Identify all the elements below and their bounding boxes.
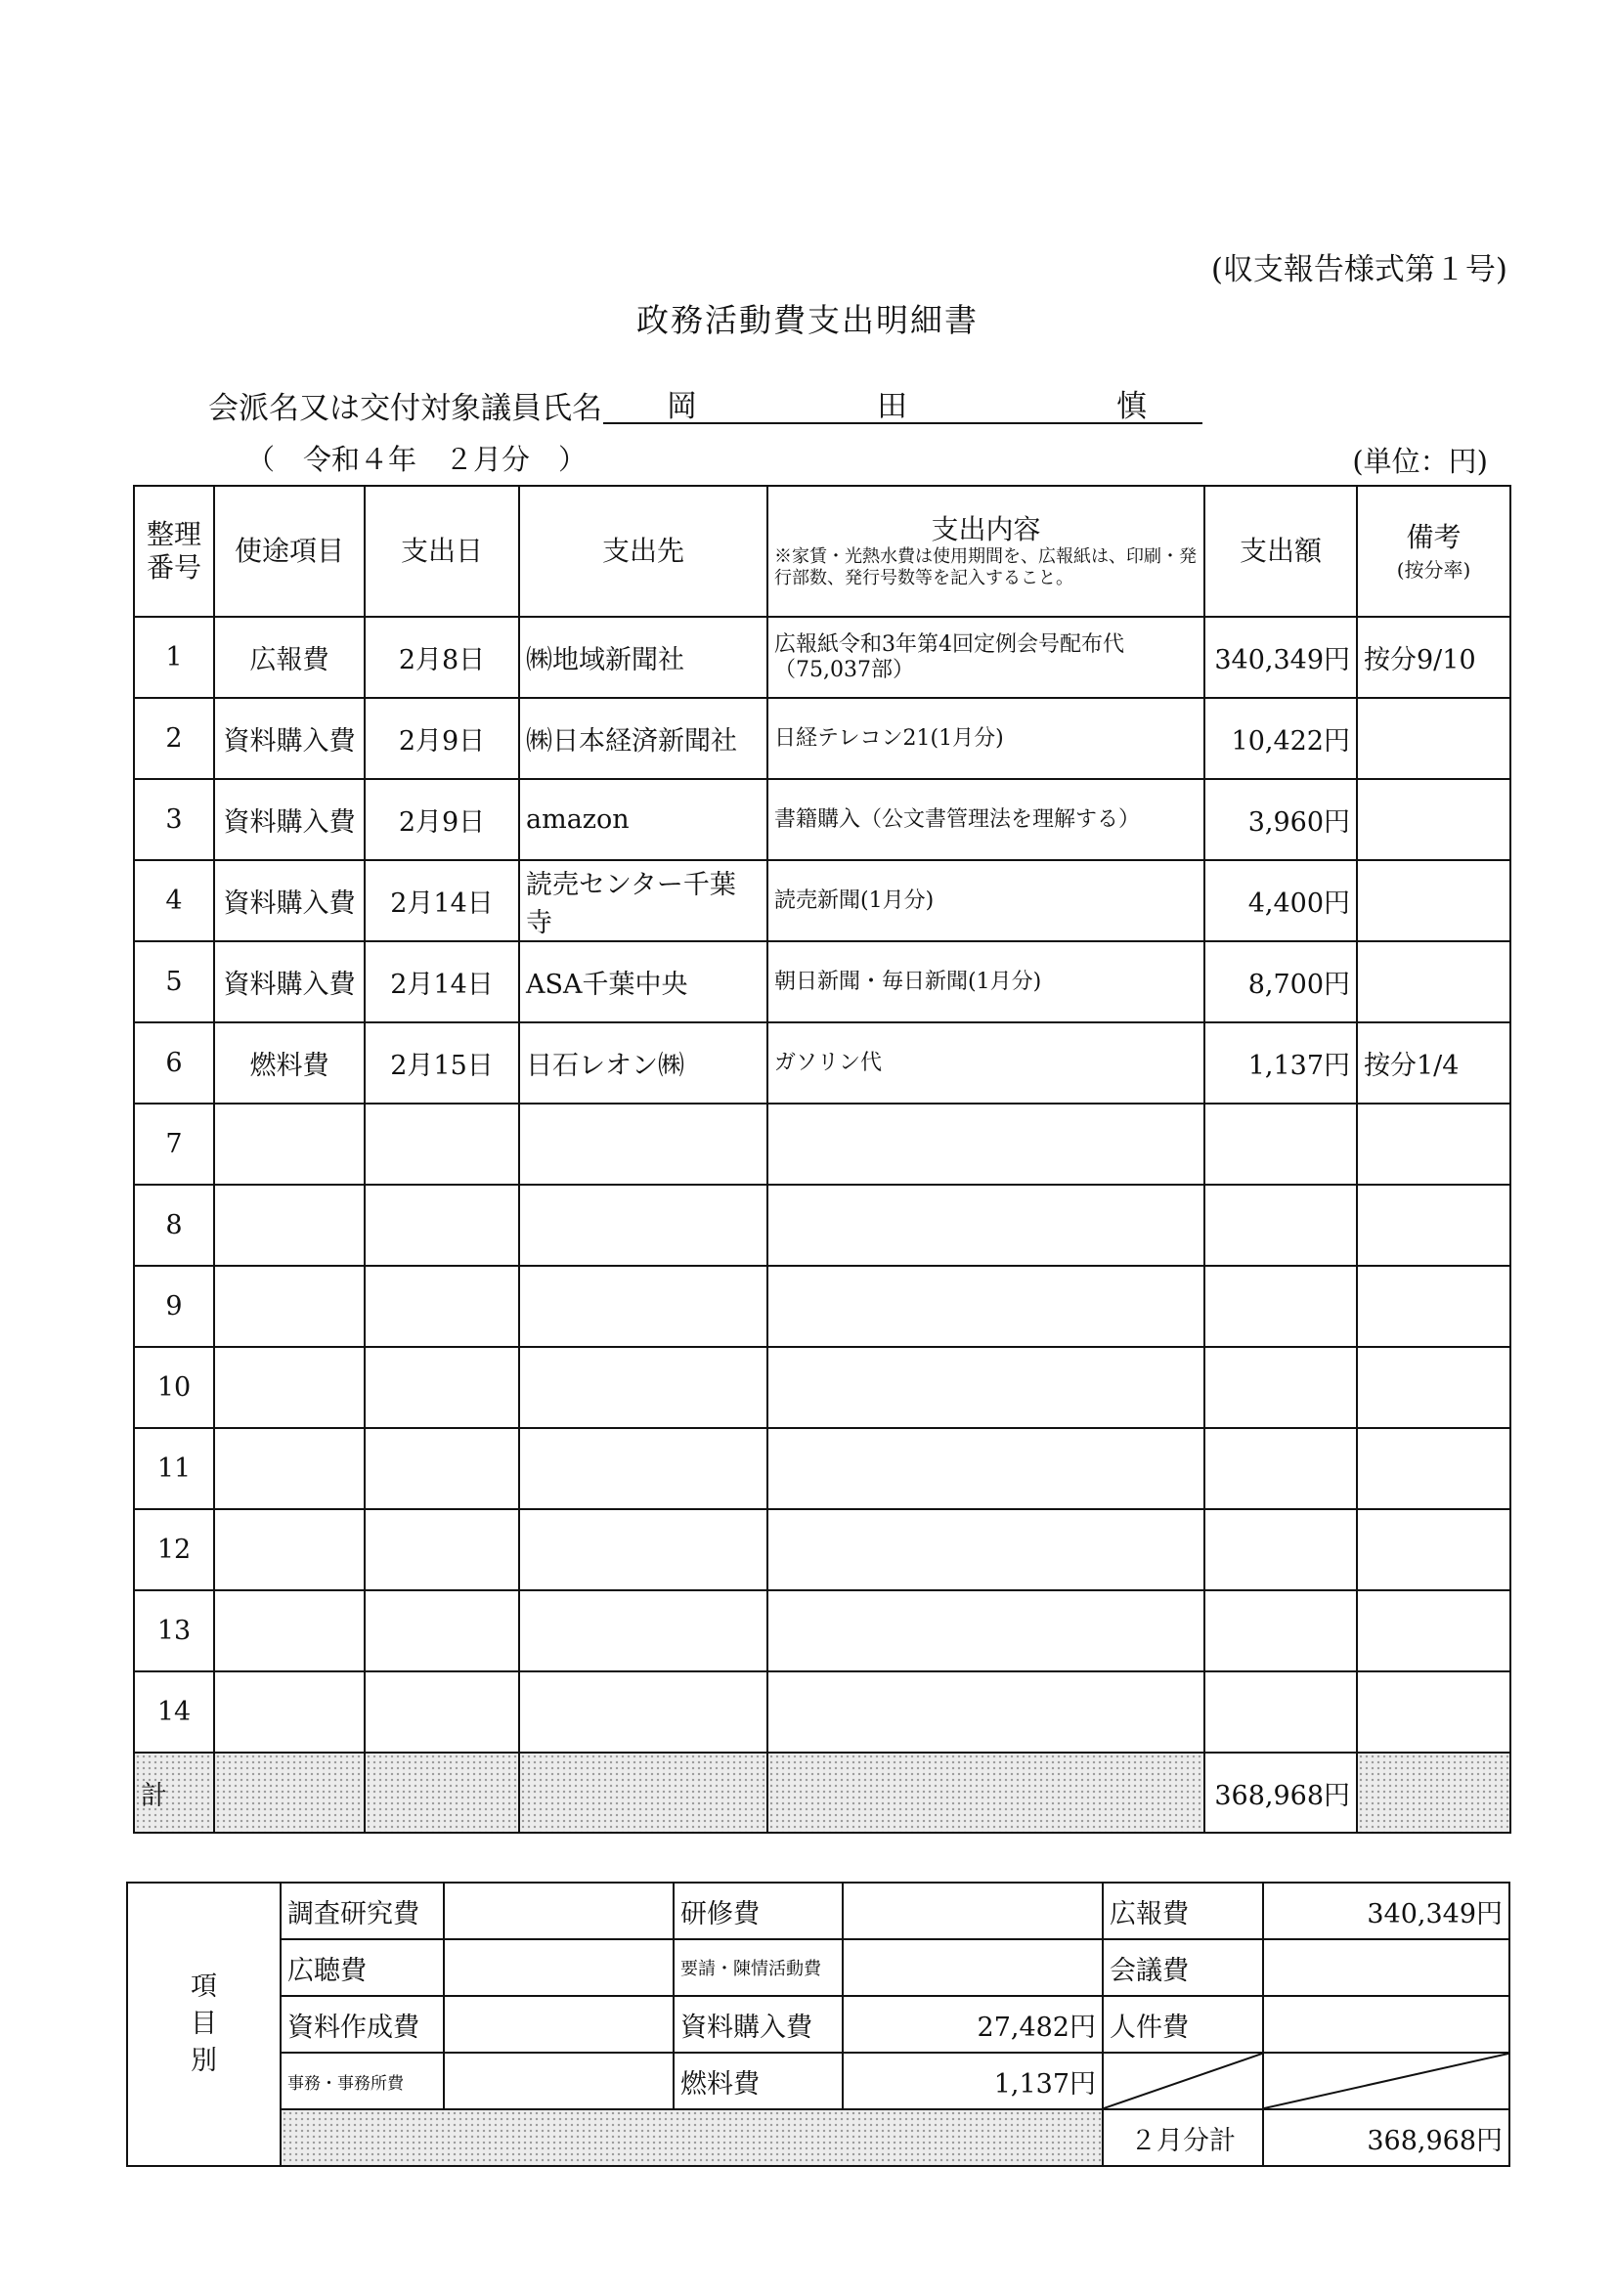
row-no: 5 xyxy=(134,941,214,1022)
row-content xyxy=(767,1266,1204,1347)
row-payee: 日石レオン㈱ xyxy=(519,1022,767,1104)
row-remarks xyxy=(1357,1347,1510,1428)
row-payee xyxy=(519,1509,767,1590)
summary-label-shiryo-sakusei: 資料作成費 xyxy=(281,1996,444,2053)
header-content-label: 支出内容 xyxy=(931,513,1041,545)
row-no: 4 xyxy=(134,860,214,941)
row-content xyxy=(767,1428,1204,1509)
summary-amount-jimu xyxy=(444,2053,674,2109)
row-remarks xyxy=(1357,1104,1510,1185)
summary-label-shiryo-konyu: 資料購入費 xyxy=(674,1996,843,2053)
summary-diagonal-cell xyxy=(1103,2053,1263,2109)
row-remarks xyxy=(1357,1428,1510,1509)
row-remarks xyxy=(1357,1671,1510,1753)
header-remarks-label: 備考 xyxy=(1406,520,1462,553)
table-row xyxy=(134,1266,1510,1347)
row-remarks xyxy=(1357,779,1510,860)
table-row xyxy=(134,698,1510,779)
summary-label-kocho: 広聴費 xyxy=(281,1939,444,1996)
row-amount: 3,960円 xyxy=(1204,779,1357,860)
row-content xyxy=(767,1590,1204,1671)
row-amount: 8,700円 xyxy=(1204,941,1357,1022)
unit-label: (単位：円) xyxy=(1352,445,1488,478)
category-summary-table xyxy=(126,1882,1510,2167)
row-amount: 10,422円 xyxy=(1204,698,1357,779)
row-payee xyxy=(519,1347,767,1428)
summary-amount-shiryo-konyu: 27,482円 xyxy=(843,1996,1103,2053)
row-no: 11 xyxy=(134,1428,214,1509)
expense-table xyxy=(133,485,1511,1834)
row-payee xyxy=(519,1185,767,1266)
row-payee: amazon xyxy=(519,779,767,860)
row-content xyxy=(767,1104,1204,1185)
header-no-label: 整理番号 xyxy=(146,518,201,584)
row-date: 2月9日 xyxy=(365,779,519,860)
summary-amount-nenryo: 1,137円 xyxy=(843,2053,1103,2109)
row-amount: 1,137円 xyxy=(1204,1022,1357,1104)
row-category xyxy=(214,1347,365,1428)
row-payee xyxy=(519,1266,767,1347)
table-row xyxy=(134,617,1510,698)
row-no: 1 xyxy=(134,617,214,698)
row-category xyxy=(214,1266,365,1347)
row-date xyxy=(365,1266,519,1347)
row-category: 資料購入費 xyxy=(214,698,365,779)
summary-label-nenryo: 燃料費 xyxy=(674,2053,843,2109)
summary-amount-yosei xyxy=(843,1939,1103,1996)
total-shaded-cell xyxy=(767,1753,1204,1833)
row-category xyxy=(214,1104,365,1185)
row-amount xyxy=(1204,1266,1357,1347)
summary-amount-chosa xyxy=(444,1883,674,1939)
row-date xyxy=(365,1104,519,1185)
row-amount xyxy=(1204,1185,1357,1266)
header-content-note: ※家賃・光熱水費は使用期間を、広報紙は、印刷・発行部数、発行号数等を記入すること。 xyxy=(774,546,1197,588)
row-date xyxy=(365,1509,519,1590)
summary-amount-shiryo-sakusei xyxy=(444,1996,674,2053)
row-no: 14 xyxy=(134,1671,214,1753)
row-category xyxy=(214,1428,365,1509)
summary-amount-kaigi xyxy=(1263,1939,1509,1996)
row-date: 2月8日 xyxy=(365,617,519,698)
row-remarks xyxy=(1357,1266,1510,1347)
row-no: 7 xyxy=(134,1104,214,1185)
row-remarks xyxy=(1357,1590,1510,1671)
row-amount xyxy=(1204,1428,1357,1509)
row-content: 書籍購入（公文書管理法を理解する） xyxy=(767,779,1204,860)
header-category: 使途項目 xyxy=(214,486,365,617)
table-row xyxy=(134,1185,1510,1266)
row-payee xyxy=(519,1671,767,1753)
row-payee xyxy=(519,1590,767,1671)
row-no: 3 xyxy=(134,779,214,860)
row-remarks: 按分1/4 xyxy=(1357,1022,1510,1104)
row-content xyxy=(767,1347,1204,1428)
table-row xyxy=(134,1671,1510,1753)
row-remarks: 按分9/10 xyxy=(1357,617,1510,698)
summary-amount-koho: 340,349円 xyxy=(1263,1883,1509,1939)
document-title: 政務活動費支出明細書 xyxy=(636,301,979,339)
header-no xyxy=(134,486,214,617)
row-remarks xyxy=(1357,698,1510,779)
table-row xyxy=(134,779,1510,860)
row-date: 2月14日 xyxy=(365,941,519,1022)
header-remarks xyxy=(1357,486,1510,617)
summary-month-total-label: ２月分計 xyxy=(1103,2109,1263,2166)
table-row xyxy=(134,1104,1510,1185)
member-label: 会派名又は交付対象議員氏名 xyxy=(208,391,602,426)
row-amount xyxy=(1204,1347,1357,1428)
summary-label-kenshu: 研修費 xyxy=(674,1883,843,1939)
total-shaded-cell xyxy=(365,1753,519,1833)
row-content: ガソリン代 xyxy=(767,1022,1204,1104)
row-no: 13 xyxy=(134,1590,214,1671)
row-payee xyxy=(519,1428,767,1509)
member-name-part: 慎 xyxy=(1116,389,1147,424)
row-remarks xyxy=(1357,1509,1510,1590)
row-content: 日経テレコン21(1月分) xyxy=(767,698,1204,779)
summary-label-koho: 広報費 xyxy=(1103,1883,1263,1939)
row-category: 資料購入費 xyxy=(214,941,365,1022)
row-date xyxy=(365,1428,519,1509)
row-category xyxy=(214,1671,365,1753)
table-row xyxy=(134,1590,1510,1671)
row-amount xyxy=(1204,1104,1357,1185)
summary-section-label xyxy=(127,1883,281,2166)
summary-amount-kenshu xyxy=(843,1883,1103,1939)
row-remarks xyxy=(1357,1185,1510,1266)
row-content xyxy=(767,1509,1204,1590)
row-no: 9 xyxy=(134,1266,214,1347)
row-remarks xyxy=(1357,860,1510,941)
row-amount: 4,400円 xyxy=(1204,860,1357,941)
row-amount xyxy=(1204,1509,1357,1590)
row-date: 2月14日 xyxy=(365,860,519,941)
header-payee: 支出先 xyxy=(519,486,767,617)
summary-section-text: 項目別 xyxy=(191,1971,217,2076)
total-shaded-cell xyxy=(519,1753,767,1833)
row-no: 12 xyxy=(134,1509,214,1590)
header-content xyxy=(767,486,1204,617)
total-label: 計 xyxy=(134,1753,214,1833)
summary-amount-jinken xyxy=(1263,1996,1509,2053)
summary-label-yosei: 要請・陳情活動費 xyxy=(674,1939,843,1996)
row-amount: 340,349円 xyxy=(1204,617,1357,698)
row-content: 朝日新聞・毎日新聞(1月分) xyxy=(767,941,1204,1022)
row-date xyxy=(365,1347,519,1428)
row-category xyxy=(214,1185,365,1266)
summary-amount-kocho xyxy=(444,1939,674,1996)
summary-month-total: 368,968円 xyxy=(1263,2109,1509,2166)
total-shaded-cell xyxy=(214,1753,365,1833)
row-content: 読売新聞(1月分) xyxy=(767,860,1204,941)
row-content: 広報紙令和3年第4回定例会号配布代（75,037部） xyxy=(767,617,1204,698)
row-date xyxy=(365,1185,519,1266)
member-name-part: 岡 xyxy=(667,389,697,424)
total-shaded-cell xyxy=(1357,1753,1510,1833)
summary-label-kaigi: 会議費 xyxy=(1103,1939,1263,1996)
row-remarks xyxy=(1357,941,1510,1022)
table-header-row xyxy=(134,486,1510,617)
summary-diagonal-cell xyxy=(1263,2053,1509,2109)
table-row xyxy=(134,1347,1510,1428)
header-amount: 支出額 xyxy=(1204,486,1357,617)
member-name xyxy=(603,381,1202,424)
row-amount xyxy=(1204,1671,1357,1753)
total-row xyxy=(134,1753,1510,1833)
row-payee: ASA千葉中央 xyxy=(519,941,767,1022)
header-date: 支出日 xyxy=(365,486,519,617)
table-row xyxy=(134,941,1510,1022)
row-amount xyxy=(1204,1590,1357,1671)
total-amount: 368,968円 xyxy=(1204,1753,1357,1833)
row-category: 燃料費 xyxy=(214,1022,365,1104)
row-payee xyxy=(519,1104,767,1185)
row-no: 2 xyxy=(134,698,214,779)
period: （ 令和４年 ２月分 ） xyxy=(246,443,588,476)
row-no: 6 xyxy=(134,1022,214,1104)
diagonal-line xyxy=(1264,2054,1508,2108)
row-content xyxy=(767,1185,1204,1266)
row-date xyxy=(365,1590,519,1671)
row-no: 8 xyxy=(134,1185,214,1266)
diagonal-line xyxy=(1104,2054,1262,2108)
table-row xyxy=(134,1428,1510,1509)
row-category xyxy=(214,1590,365,1671)
row-category: 広報費 xyxy=(214,617,365,698)
row-payee: 読売センター千葉寺 xyxy=(519,860,767,941)
summary-label-chosa: 調査研究費 xyxy=(281,1883,444,1939)
row-no: 10 xyxy=(134,1347,214,1428)
summary-label-jinken: 人件費 xyxy=(1103,1996,1263,2053)
table-row xyxy=(134,1509,1510,1590)
row-content xyxy=(767,1671,1204,1753)
summary-label-jimu: 事務・事務所費 xyxy=(281,2053,444,2109)
row-category: 資料購入費 xyxy=(214,860,365,941)
row-payee: ㈱日本経済新聞社 xyxy=(519,698,767,779)
row-payee: ㈱地域新聞社 xyxy=(519,617,767,698)
summary-shaded-cell xyxy=(281,2109,1103,2166)
row-category xyxy=(214,1509,365,1590)
table-row xyxy=(134,1022,1510,1104)
member-name-part: 田 xyxy=(877,389,907,424)
row-category: 資料購入費 xyxy=(214,779,365,860)
row-date: 2月15日 xyxy=(365,1022,519,1104)
table-row xyxy=(134,860,1510,941)
form-number: (収支報告様式第１号) xyxy=(1210,252,1507,287)
header-remarks-sub: (按分率) xyxy=(1396,557,1471,582)
row-date xyxy=(365,1671,519,1753)
row-date: 2月9日 xyxy=(365,698,519,779)
